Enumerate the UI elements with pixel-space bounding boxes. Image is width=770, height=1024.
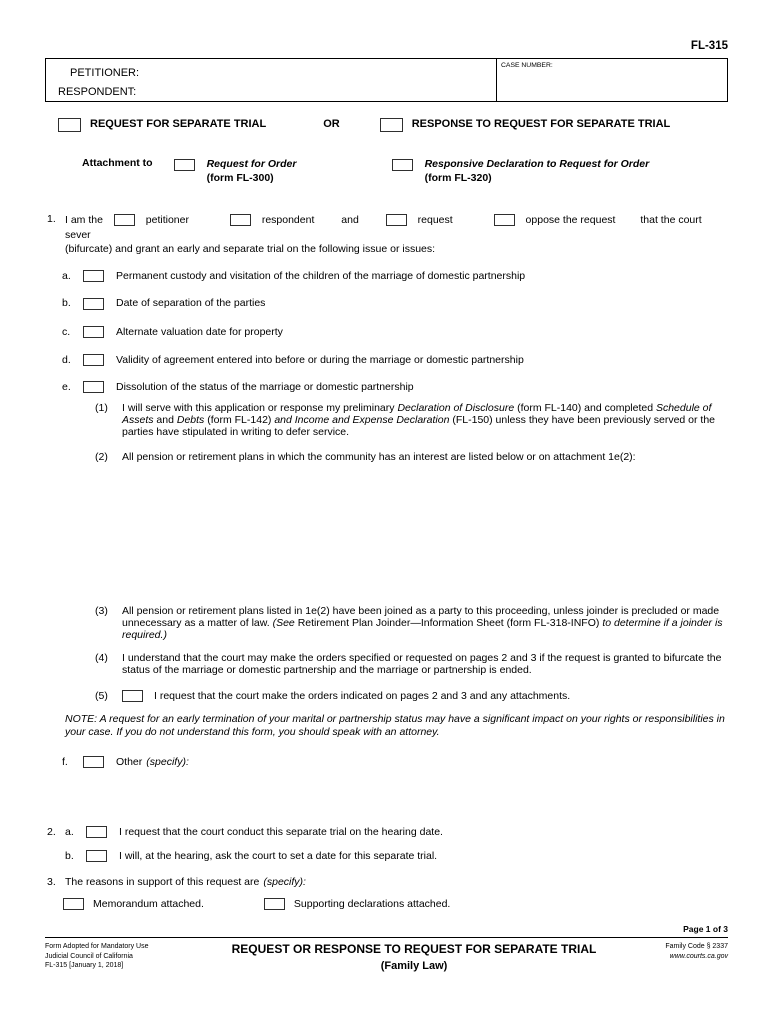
issue-d-label: Validity of agreement entered into before or during the marriage or domestic partnership — [116, 353, 524, 366]
issue-c-row — [45, 326, 728, 339]
issue-b-checkbox[interactable] — [83, 298, 104, 310]
item-number: 2. — [47, 826, 56, 838]
sub-item-marker: (2) — [95, 450, 108, 463]
item-letter: a. — [65, 826, 74, 838]
item-2b-label: I will, at the hearing, ask the court to set a date for this separate trial. — [119, 849, 438, 862]
memorandum-label: Memorandum attached. — [93, 897, 204, 910]
text-segment: and Income and Expense Declaration — [274, 413, 450, 426]
and-text: and — [341, 213, 359, 226]
item-number: 3. — [47, 876, 56, 889]
i-am-the-text: I am the — [65, 213, 103, 226]
case-number-cell — [496, 59, 727, 101]
reasons-specify-label: (specify): — [263, 876, 306, 889]
other-specify-label: (specify): — [146, 755, 189, 768]
item-e3-text — [122, 605, 728, 641]
form-type-row — [45, 118, 728, 132]
text-segment: Debts — [176, 413, 205, 426]
responsive-declaration-option — [425, 157, 650, 185]
attachment-responsive-declaration-checkbox[interactable] — [392, 159, 413, 171]
sever-text: that the court sever — [65, 213, 702, 241]
item-e1-text — [122, 402, 728, 438]
footer-divider — [45, 937, 728, 938]
text-segment: Schedule of Assets — [122, 401, 712, 426]
item-2a-row — [45, 826, 728, 839]
petitioner-option-label: petitioner — [145, 213, 189, 226]
issue-b-label: Date of separation of the parties — [116, 297, 266, 310]
party-case-box — [45, 58, 728, 102]
text-segment: Retirement Plan Joinder—Information Sheet (form FL-318-INFO) — [297, 616, 603, 629]
make-orders-checkbox[interactable] — [122, 690, 143, 702]
item-e2-paragraph — [95, 451, 728, 463]
supporting-declarations-checkbox[interactable] — [264, 898, 285, 910]
footer-left-line3: FL-315 [January 1, 2018] — [45, 962, 124, 970]
courts-website: www.courts.ca.gov — [669, 952, 728, 960]
note-paragraph: NOTE: A request for an early termination of your marital or partnership status may have a significant impact on your rights or responsibilities in your case. If you do not understand this form, you should speak with an attorney. — [65, 712, 725, 738]
memorandum-checkbox[interactable] — [63, 898, 84, 910]
petitioner-label: PETITIONER: — [70, 66, 140, 79]
attachment-to-label: Attachment to — [82, 156, 153, 169]
page-number: Page 1 of 3 — [683, 924, 728, 934]
footer-left-line2: Judicial Council of California — [45, 952, 133, 960]
footer-left-line1: Form Adopted for Mandatory Use — [45, 943, 149, 951]
item-letter: e. — [62, 381, 71, 394]
footer-form-title — [220, 942, 608, 973]
item-3-row — [45, 876, 728, 889]
respondent-checkbox[interactable] — [230, 214, 251, 226]
other-label: Other — [116, 755, 143, 768]
sub-item-marker: (4) — [95, 651, 108, 664]
family-code-reference: Family Code § 2337 — [665, 943, 728, 951]
issue-d-checkbox[interactable] — [83, 354, 104, 366]
text-segment: (FL-150) unless they have been previously served or the parties have stipulated in writing to defer service. — [122, 413, 716, 438]
issue-d-row — [45, 354, 728, 367]
attachments-row — [45, 898, 728, 911]
form-title: REQUEST OR RESPONSE TO REQUEST FOR SEPARATE TRIAL — [231, 942, 597, 957]
pension-plans-field[interactable] — [140, 463, 728, 601]
issue-e-checkbox[interactable] — [83, 381, 104, 393]
text-segment: All pension or retirement plans listed in 1e(2) have been joined as a party to this proceeding, unless joinder is precluded or made unnecessary as a matter of law. — [122, 604, 720, 629]
item-letter: b. — [65, 849, 74, 862]
text-segment: to determine if a joinder is required.) — [122, 616, 723, 641]
footer-adoption-info — [45, 942, 220, 973]
hearing-date-checkbox[interactable] — [86, 826, 107, 838]
oppose-checkbox[interactable] — [494, 214, 515, 226]
party-fields — [46, 59, 496, 101]
text-segment: and — [153, 413, 177, 426]
issue-e-label: Dissolution of the status of the marriage or domestic partnership — [116, 381, 414, 394]
request-option-label: request — [417, 213, 453, 226]
item-e4-text: I understand that the court may make the orders specified or requested on pages 2 and 3 if the request is granted to bifurcate the status of the marriage or domestic partnership and the marriage or partnership is ended. — [122, 651, 722, 676]
item-3-label: The reasons in support of this request are — [65, 876, 260, 889]
request-for-separate-trial-checkbox[interactable] — [58, 118, 81, 132]
response-to-request-label: RESPONSE TO REQUEST FOR SEPARATE TRIAL — [411, 118, 671, 131]
oppose-option-label: oppose the request — [525, 213, 616, 226]
issue-a-checkbox[interactable] — [83, 270, 104, 282]
text-segment: (form FL-142) — [204, 413, 275, 426]
item-e5-text: I request that the court make the orders indicated on pages 2 and 3 and any attachments. — [154, 689, 571, 702]
case-number-label: CASE NUMBER: — [501, 61, 553, 69]
item-letter: d. — [62, 353, 71, 366]
issue-e-row — [45, 381, 728, 394]
item-letter: f. — [62, 755, 68, 768]
set-date-checkbox[interactable] — [86, 850, 107, 862]
respondent-label: RESPONDENT: — [58, 85, 137, 98]
request-for-order-title: Request for Order — [206, 157, 297, 170]
text-segment: (form FL-140) and completed — [514, 401, 656, 414]
issue-f-other-checkbox[interactable] — [83, 756, 104, 768]
responsive-declaration-title: Responsive Declaration to Request for Order — [424, 157, 650, 170]
text-segment: Declaration of Disclosure — [397, 401, 515, 414]
item-e1-paragraph — [95, 402, 728, 438]
issue-a-row — [45, 270, 728, 283]
respondent-row — [46, 83, 496, 102]
petitioner-row — [46, 64, 496, 83]
responsive-declaration-form: (form FL-320) — [424, 171, 492, 184]
footer-code-info — [608, 942, 728, 973]
item-letter: c. — [62, 325, 71, 338]
item-e2-text: All pension or retirement plans in which the community has an interest are listed below or on attachment 1e(2): — [122, 450, 636, 463]
text-segment: (See — [272, 616, 298, 629]
sections-2-3 — [45, 822, 728, 910]
text-segment: I will serve with this application or response my preliminary — [122, 401, 398, 414]
attachment-row — [45, 157, 728, 185]
form-subtitle: (Family Law) — [380, 959, 448, 972]
sub-item-marker: (5) — [95, 689, 108, 702]
item-1-intro-line — [65, 213, 728, 243]
request-for-order-option — [207, 157, 347, 185]
issue-a-label: Permanent custody and visitation of the children of the marriage of domestic partnership — [116, 269, 526, 282]
sub-item-marker: (1) — [95, 401, 108, 414]
supporting-declarations-label: Supporting declarations attached. — [293, 897, 451, 910]
or-label: OR — [323, 118, 340, 131]
item-2b-row — [45, 850, 728, 863]
attachment-request-for-order-checkbox[interactable] — [174, 159, 195, 171]
request-checkbox[interactable] — [386, 214, 407, 226]
item-letter: b. — [62, 297, 71, 310]
item-1 — [45, 213, 728, 256]
sub-item-marker: (3) — [95, 604, 108, 617]
item-number: 1. — [47, 212, 56, 225]
item-letter: a. — [62, 269, 71, 282]
page-footer — [45, 924, 728, 973]
item-2a-label: I request that the court conduct this separate trial on the hearing date. — [119, 826, 443, 838]
request-for-separate-trial-label: REQUEST FOR SEPARATE TRIAL — [90, 118, 267, 131]
issue-c-checkbox[interactable] — [83, 326, 104, 338]
request-for-order-form: (form FL-300) — [206, 171, 274, 184]
issue-b-row — [45, 297, 728, 310]
item-1-intro-line2: (bifurcate) and grant an early and separate trial on the following issue or issues: — [65, 242, 436, 255]
item-e5-row — [95, 690, 728, 702]
response-to-request-checkbox[interactable] — [380, 118, 403, 132]
item-e4-paragraph — [95, 652, 728, 676]
respondent-option-label: respondent — [261, 213, 315, 226]
issue-c-label: Alternate valuation date for property — [116, 325, 283, 338]
petitioner-checkbox[interactable] — [114, 214, 135, 226]
form-number: FL-315 — [690, 40, 728, 52]
item-e3-paragraph — [95, 605, 728, 641]
issue-f-row — [45, 756, 728, 769]
